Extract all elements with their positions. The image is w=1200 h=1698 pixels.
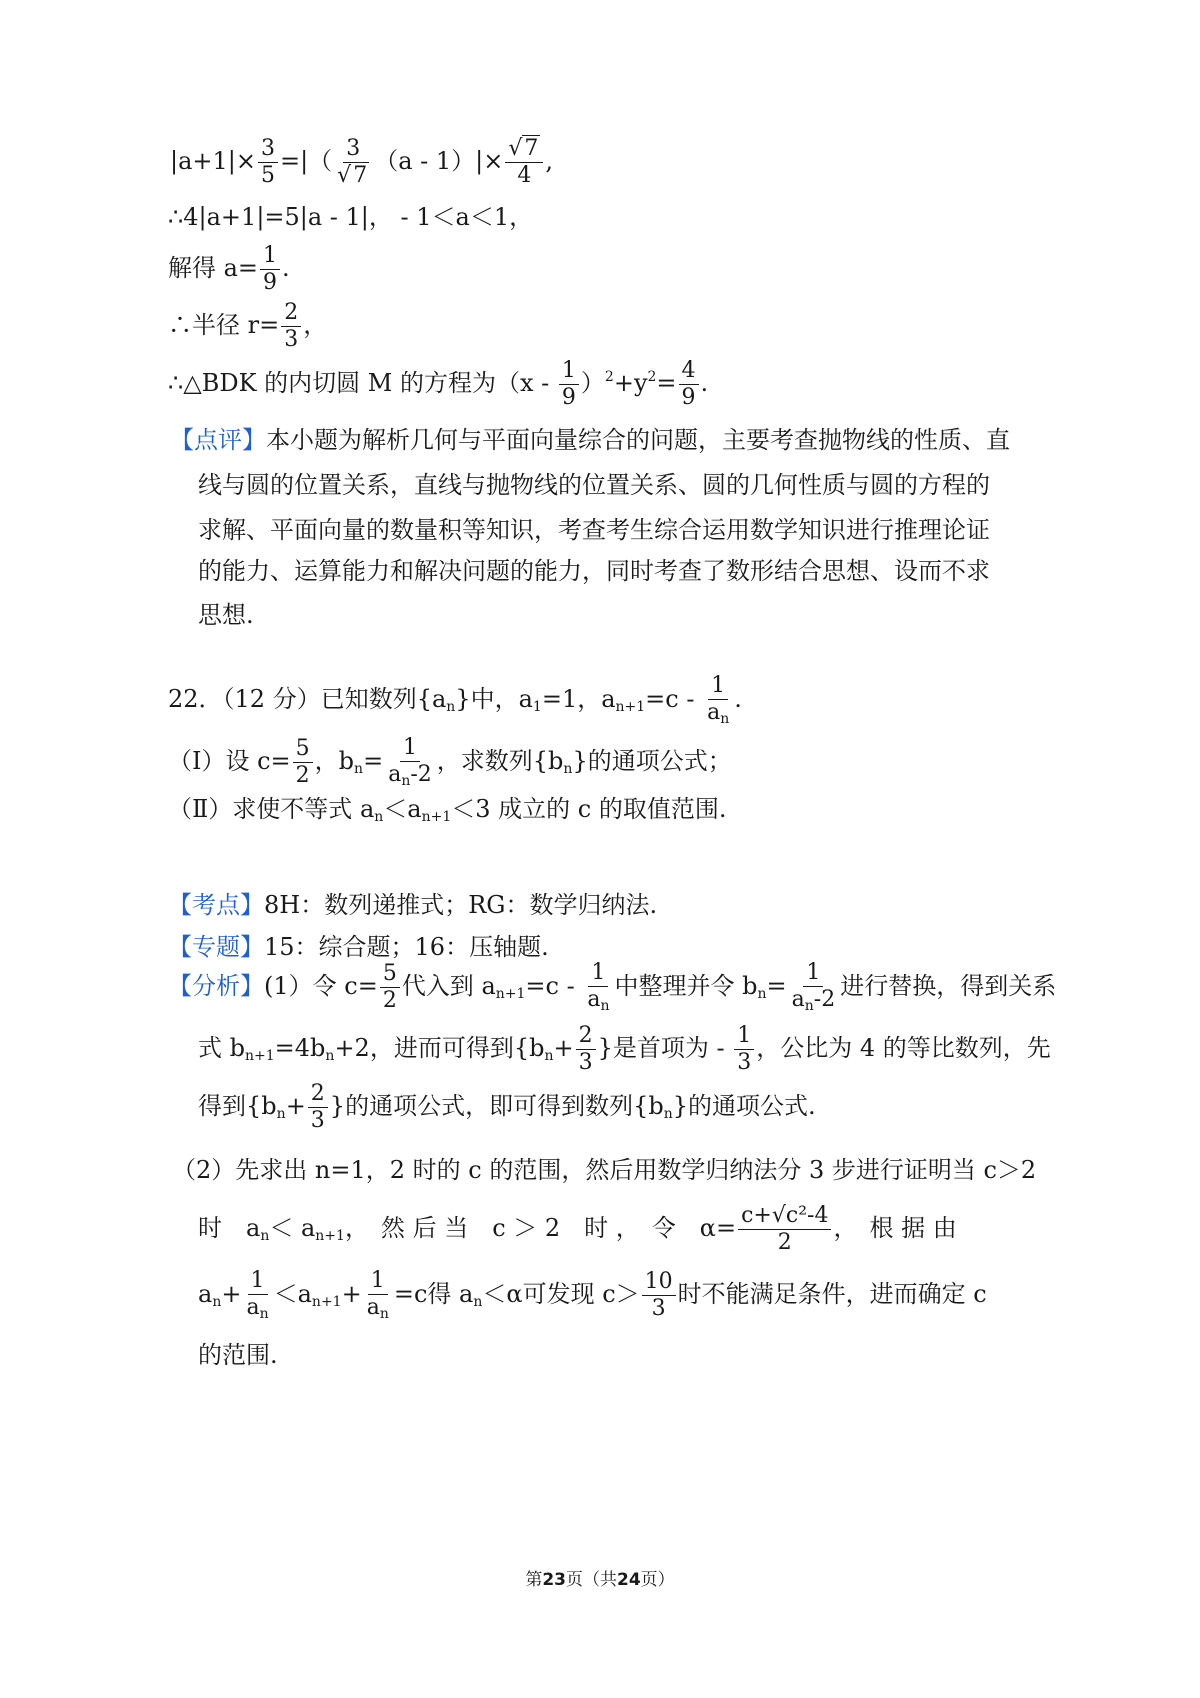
fenxi-line-1 xyxy=(168,962,1056,1013)
subscript: n xyxy=(276,1106,286,1122)
subscript: n xyxy=(374,809,384,825)
text: =c - xyxy=(645,685,703,713)
subscript: n xyxy=(757,986,767,1002)
text: ，公比为 4 的等比数列，先 xyxy=(756,1034,1051,1062)
text: 解得 a= xyxy=(168,254,259,282)
text: + xyxy=(553,1034,574,1062)
denominator: 2 xyxy=(295,763,310,788)
fraction-1-an xyxy=(584,962,612,1013)
text: -2 xyxy=(813,987,836,1012)
text: 进行替换，得到关系 xyxy=(840,972,1057,1000)
text: a xyxy=(707,700,721,725)
text: 时 a xyxy=(198,1214,261,1242)
denominator xyxy=(584,987,612,1013)
numerator: c+√c²-4 xyxy=(738,1205,831,1230)
fraction-2-3 xyxy=(576,1025,596,1074)
denominator: 3 xyxy=(737,1050,752,1075)
subscript: n xyxy=(473,1294,483,1310)
text: + xyxy=(221,1280,242,1308)
text: }中，a xyxy=(455,685,533,713)
fraction-1-an xyxy=(364,1270,392,1321)
numerator: 5 xyxy=(293,738,313,763)
subscript: n xyxy=(804,998,814,1014)
fenxi-line-7 xyxy=(198,1335,278,1370)
text: （Ⅰ）设 c= xyxy=(168,747,291,775)
subscript: n xyxy=(354,761,364,777)
denominator: 3 xyxy=(651,1296,666,1321)
total-pages: 24 xyxy=(617,1570,641,1590)
fraction-alpha xyxy=(738,1205,831,1254)
comment-line-1 xyxy=(170,420,1010,455)
fraction-1-9 xyxy=(260,245,280,294)
text: + xyxy=(285,1092,306,1120)
text: 15：综合题；16：压轴题. xyxy=(264,933,549,961)
numerator: 5 xyxy=(380,963,400,988)
text: = xyxy=(363,747,384,775)
question-22-part-1 xyxy=(168,737,732,788)
text: +2，进而可得到{ xyxy=(334,1034,530,1062)
text: b xyxy=(261,1092,277,1120)
text: 线与圆的位置关系，直线与抛物线的位置关系、圆的几何性质与圆的方程的 xyxy=(198,471,990,499)
text: 代入到 a xyxy=(401,972,496,1000)
text: ＜a xyxy=(383,795,422,823)
numerator: 1 xyxy=(588,962,608,987)
text: + xyxy=(341,1280,362,1308)
text: ＜ a xyxy=(269,1214,316,1242)
numerator: 1 xyxy=(734,1025,754,1050)
subscript: n xyxy=(212,1294,222,1310)
text: b xyxy=(529,1034,545,1062)
text: = xyxy=(766,972,787,1000)
fraction-5-2 xyxy=(293,738,313,787)
denominator: 9 xyxy=(263,270,278,295)
text: . xyxy=(700,369,709,397)
text: ＜3 成立的 c 的取值范围. xyxy=(451,795,727,823)
text: a xyxy=(246,1295,260,1320)
subscript: n+1 xyxy=(245,1048,275,1064)
text: }的通项公式； xyxy=(572,747,732,775)
text: （2）先求出 n=1，2 时的 c 的范围，然后用数学归纳法分 3 步进行证明当 c＞2 xyxy=(172,1156,1037,1184)
text: 中整理并令 b xyxy=(614,972,758,1000)
text: =1，a xyxy=(541,685,616,713)
comment-line-3 xyxy=(198,510,990,545)
denominator: 3 xyxy=(284,327,299,352)
fraction-1-an xyxy=(243,1270,271,1321)
fraction-3-5 xyxy=(258,138,278,187)
text: 8H：数列递推式；RG：数学归纳法. xyxy=(264,891,658,919)
numerator: 1 xyxy=(368,1270,388,1295)
text: =c - xyxy=(525,972,583,1000)
text: =|（ xyxy=(279,147,333,175)
comment-tag: 【点评】 xyxy=(170,426,266,454)
numerator: 3 xyxy=(343,138,363,163)
text: 思想. xyxy=(198,601,254,629)
text: 求解、平面向量的数量积等知识，考查考生综合运用数学知识进行推理论证 xyxy=(198,516,990,544)
subscript: n xyxy=(401,773,411,789)
text: a xyxy=(366,1295,380,1320)
kaodian-line xyxy=(168,885,657,920)
fraction-1-an-minus-2 xyxy=(385,737,435,788)
subscript: n+1 xyxy=(311,1294,342,1310)
numerator: √7 xyxy=(505,138,543,163)
radicand: 7 xyxy=(353,163,368,188)
fraction-4-9 xyxy=(679,360,699,409)
text: 的能力、运算能力和解决问题的能力，同时考查了数形结合思想、设而不求 xyxy=(198,557,990,585)
text: ） xyxy=(580,369,605,397)
numerator: 2 xyxy=(281,302,301,327)
denominator xyxy=(243,1295,271,1321)
fraction-3-sqrt7 xyxy=(334,138,372,187)
text: =4b xyxy=(274,1034,326,1062)
text: ， 根 据 由 xyxy=(833,1214,957,1242)
fenxi-line-6 xyxy=(198,1270,987,1321)
numerator: 1 xyxy=(248,1270,268,1295)
zhuanti-tag: 【专题】 xyxy=(168,933,264,961)
subscript: n xyxy=(325,1048,335,1064)
text: , xyxy=(545,147,554,175)
text: a xyxy=(388,762,402,787)
text: }的通项公式. xyxy=(672,1092,816,1120)
text: (1）令 c= xyxy=(264,972,378,1000)
text: =c得 a xyxy=(393,1280,474,1308)
solution-line-1 xyxy=(170,138,553,187)
numerator: 1 xyxy=(559,360,579,385)
numerator: 1 xyxy=(260,245,280,270)
denominator xyxy=(704,700,732,726)
fraction-2-3 xyxy=(281,302,301,351)
text: ∴半径 r= xyxy=(168,311,280,339)
fenxi-line-5 xyxy=(198,1205,957,1254)
text: +y xyxy=(613,369,648,397)
text: ，求数列{b xyxy=(436,747,564,775)
numerator: 3 xyxy=(258,138,278,163)
subscript: 1 xyxy=(532,699,542,715)
fraction-1-an-minus-2 xyxy=(789,962,839,1013)
text: 的范围. xyxy=(198,1341,278,1369)
text: 22．（12 分）已知数列{a xyxy=(168,685,447,713)
radicand: 7 xyxy=(524,136,539,161)
subscript: n xyxy=(446,699,456,715)
text: 本小题为解析几何与平面向量综合的问题，主要考查抛物线的性质、直 xyxy=(266,426,1010,454)
subscript: n+1 xyxy=(421,809,452,825)
text: 第 xyxy=(525,1570,543,1590)
numerator: 10 xyxy=(642,1271,676,1296)
denominator: 5 xyxy=(260,163,275,188)
fenxi-line-3 xyxy=(198,1083,816,1132)
exponent: 2 xyxy=(604,369,614,385)
comment-line-4 xyxy=(198,551,990,586)
text: ＜α可发现 c＞ xyxy=(482,1280,640,1308)
text: a xyxy=(791,987,805,1012)
kaodian-tag: 【考点】 xyxy=(168,891,264,919)
denominator xyxy=(385,762,435,788)
fraction-sqrt7-4 xyxy=(505,138,543,187)
subscript: n xyxy=(663,1106,673,1122)
solution-line-4 xyxy=(168,302,327,351)
denominator: 4 xyxy=(517,163,532,188)
subscript: n xyxy=(720,711,730,727)
text: -2 xyxy=(410,762,432,787)
subscript: n xyxy=(379,1306,389,1322)
numerator: 1 xyxy=(400,737,420,762)
question-22-part-2 xyxy=(168,797,726,824)
denominator xyxy=(789,987,839,1013)
text: ， 然 后 当 c ＞ 2 时 ， 令 α= xyxy=(344,1214,737,1242)
text: a xyxy=(587,987,601,1012)
comment-line-2 xyxy=(198,465,990,500)
subscript: n xyxy=(260,1228,270,1244)
subscript: n+1 xyxy=(315,1228,345,1244)
subscript: n xyxy=(259,1306,269,1322)
denominator: 3 xyxy=(578,1050,593,1075)
subscript: n+1 xyxy=(495,986,526,1002)
text: （a - 1）|× xyxy=(374,147,504,175)
text: ∴△BDK 的内切圆 M 的方程为（x - xyxy=(168,369,557,397)
fraction-1-9 xyxy=(559,360,579,409)
text: 页（共 xyxy=(566,1570,617,1590)
question-22-header xyxy=(168,675,742,726)
solution-line-5 xyxy=(168,360,708,409)
numerator: 1 xyxy=(708,675,728,700)
numerator: 2 xyxy=(308,1083,328,1108)
page-number: 23 xyxy=(542,1570,566,1590)
text: 式 b xyxy=(198,1034,245,1062)
text: ＜a xyxy=(273,1280,312,1308)
text: }是首项为 - xyxy=(597,1034,733,1062)
subscript: n+1 xyxy=(615,699,646,715)
fraction-1-3 xyxy=(734,1025,754,1074)
subscript: n xyxy=(600,998,610,1014)
denominator: 9 xyxy=(561,385,576,410)
denominator: 2 xyxy=(777,1230,792,1255)
text: （Ⅱ）求使不等式 a xyxy=(168,795,375,823)
fraction-10-3 xyxy=(642,1271,676,1320)
fenxi-line-2 xyxy=(198,1025,1051,1074)
text: ∴4|a+1|=5|a - 1|， - 1＜a＜1， xyxy=(168,203,534,231)
text: . xyxy=(734,685,742,713)
solution-line-3 xyxy=(168,245,290,294)
fenxi-tag: 【分析】 xyxy=(168,972,264,1000)
denominator: 2 xyxy=(382,988,397,1013)
fraction-5-2 xyxy=(380,963,400,1012)
numerator: 1 xyxy=(803,962,823,987)
denominator xyxy=(364,1295,392,1321)
subscript: n xyxy=(563,761,573,777)
fraction-2-3 xyxy=(308,1083,328,1132)
text: . xyxy=(282,254,290,282)
subscript: n xyxy=(544,1048,554,1064)
text: ， xyxy=(303,311,328,339)
solution-line-2 xyxy=(168,205,533,229)
text: 得到{ xyxy=(198,1092,262,1120)
denominator: 3 xyxy=(310,1108,325,1133)
text: 页） xyxy=(640,1570,675,1590)
denominator: 9 xyxy=(681,385,696,410)
fenxi-line-4 xyxy=(172,1150,1036,1185)
exponent: 2 xyxy=(647,369,657,385)
denominator: √7 xyxy=(337,163,368,188)
text: }的通项公式，即可得到数列{b xyxy=(329,1092,664,1120)
comment-line-5 xyxy=(198,595,254,630)
zhuanti-line xyxy=(168,927,549,962)
text: |a+1|× xyxy=(170,147,256,175)
text: 时不能满足条件，进而确定 c xyxy=(677,1280,987,1308)
numerator: 2 xyxy=(576,1025,596,1050)
fraction-1-an xyxy=(704,675,732,726)
numerator: 4 xyxy=(679,360,699,385)
text: a xyxy=(198,1280,213,1308)
text: ，b xyxy=(314,747,355,775)
text: = xyxy=(656,369,677,397)
page-footer xyxy=(0,1565,1200,1590)
